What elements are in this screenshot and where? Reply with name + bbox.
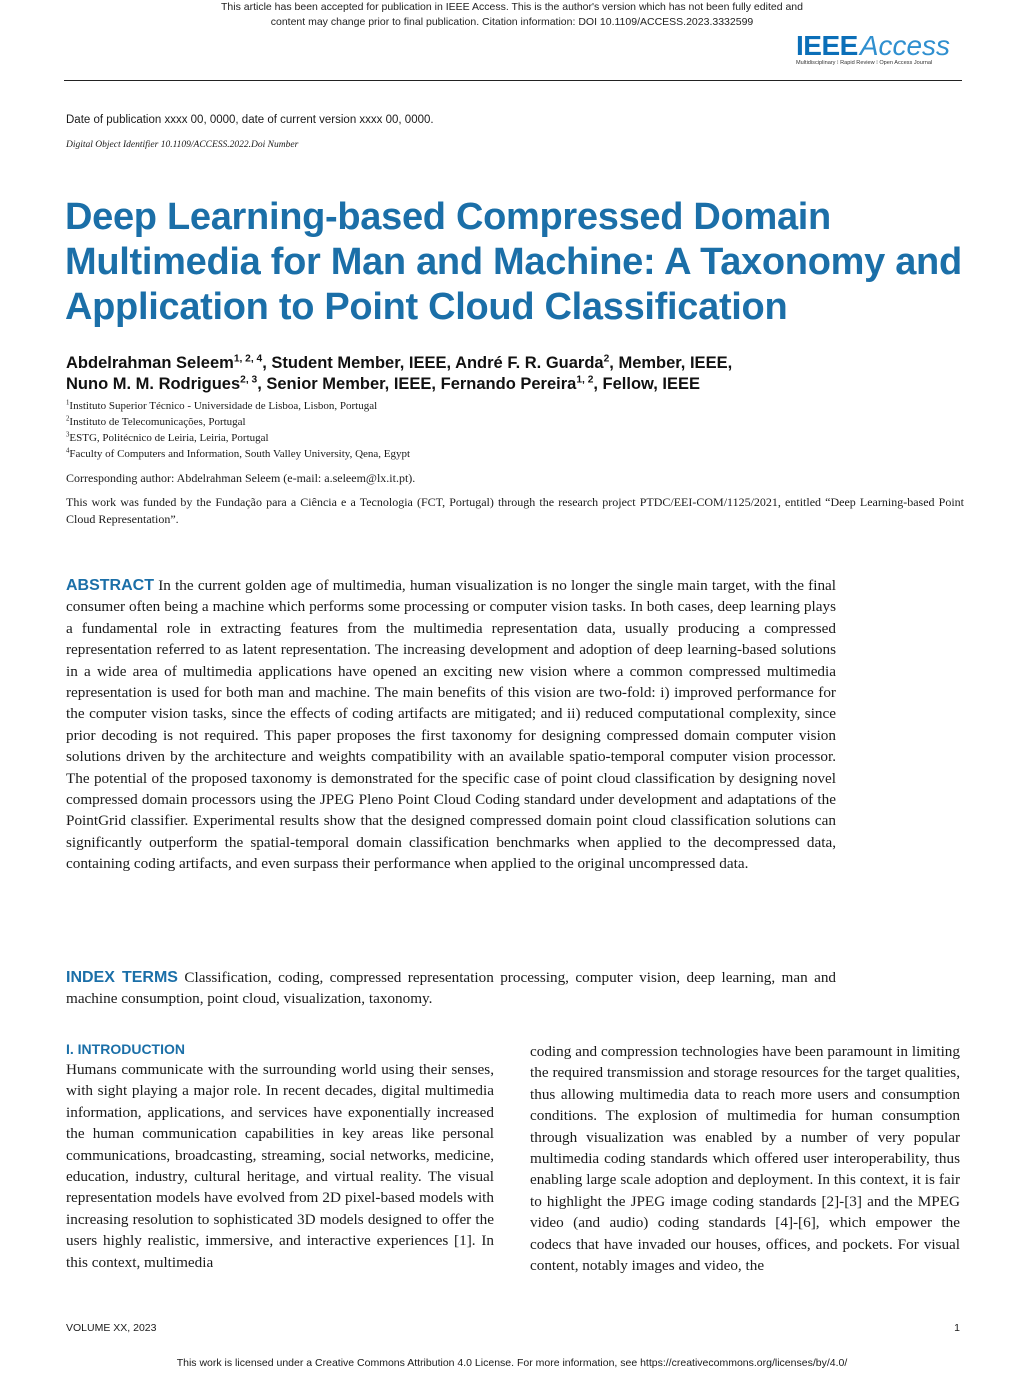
footer-volume: VOLUME XX, 2023: [66, 1322, 157, 1334]
logo-tagline: Multidisciplinary ⁞ Rapid Review ⁞ Open Access Journal: [796, 60, 933, 66]
intro-left-column: Humans communicate with the surrounding world using their senses, with sight playing a major role. In recent decades, digital multimedia information, applications, and services have exponentially increased the human communication capabilities in key areas like personal communications, broadcasting, streaming, social networks, medicine, education, industry, cultural heritage, and virtual reality. The visual representation models have evolved from 2D pixel-based models with increasing resolution to sophisticated 3D models designed to offer the users highly realistic, immersive, and interactive experiences [1]. In this context, multimedia: [66, 1061, 494, 1271]
paper-title: Deep Learning-based Compressed Domain Multimedia for Man and Machine: A Taxonomy and Application to Point Cloud Classification: [65, 196, 962, 328]
author-name: Nuno M. M. Rodrigues: [66, 375, 241, 393]
affiliation-item: [66, 398, 966, 414]
affiliation-num: 3: [66, 431, 70, 439]
author-role: , Senior Member, IEEE,: [257, 375, 441, 393]
affiliation-text: ESTG, Politécnico de Leiria, Leiria, Portugal: [69, 432, 269, 444]
affiliation-text: Instituto de Telecomunicações, Portugal: [69, 416, 246, 428]
author-role: , Member, IEEE,: [609, 354, 733, 372]
affiliation-item: [66, 430, 966, 446]
author-role: , Fellow, IEEE: [593, 375, 701, 393]
affiliation-text: Faculty of Computers and Information, South Valley University, Qena, Egypt: [69, 448, 411, 460]
license-note: This work is licensed under a Creative Commons Attribution 4.0 License. For more information, see https://creativecommons.org/licenses/by/4.0/: [176, 1357, 848, 1369]
affiliations: [66, 398, 966, 462]
publication-date: Date of publication xxxx 00, 0000, date of current version xxxx 00, 0000.: [66, 114, 434, 126]
author-role: , Student Member, IEEE,: [262, 354, 456, 372]
ieee-access-logo: [796, 30, 958, 74]
affiliation-num: 4: [66, 447, 70, 455]
index-terms-label: INDEX TERMS: [66, 969, 178, 986]
author-affil-sup: 2, 3: [240, 374, 258, 386]
affiliation-item: [66, 414, 966, 430]
index-terms: [66, 967, 836, 1010]
notice-line-2: content may change prior to final publication. Citation information: DOI 10.1109/ACCESS.2023.3332599: [270, 16, 754, 28]
doi-line: Digital Object Identifier 10.1109/ACCESS.2022.Doi Number: [66, 140, 299, 150]
author-name: Fernando Pereira: [440, 375, 577, 393]
footer-page-number: 1: [954, 1322, 960, 1334]
affiliation-num: 2: [66, 415, 70, 423]
section-heading: I. INTRODUCTION: [66, 1041, 185, 1057]
abstract-text: In the current golden age of multimedia, human visualization is no longer the single main target, with the final consumer often being a machine which performs some processing or computer vision tasks. In both cases, deep learning plays a fundamental role in extracting features from the multimedia representation data, usually producing a compressed representation referred to as latent representation. The increasing development and adoption of deep learning-based solutions in a wide area of multimedia applications have opened an exciting new vision where a common compressed multimedia representation is used for both man and machine. The main benefits of this vision are two-fold: i) improved performance for the computer vision tasks, since the effects of coding artifacts are mitigated; and ii) reduced computational complexity, since prior decoding is not required. This paper proposes the first taxonomy for designing compressed domain computer vision solutions driven by the architecture and weights compatibility with an available spatio-temporal computer vision processor. The potential of the proposed taxonomy is demonstrated for the specific case of point cloud classification by designing novel compressed domain processors using the JPEG Pleno Point Cloud Coding standard under development and adaptations of the PointGrid classifier. Experimental results show that the designed compressed domain point cloud classification solutions can significantly outperform the spatial-temporal domain classification benchmarks when applied to the decompressed data, containing coding artifacts, and even surpass their performance when applied to the original uncompressed data.: [66, 577, 837, 873]
notice-line-1: This article has been accepted for publication in IEEE Access. This is the author's version which has not been fully edited and: [221, 1, 803, 13]
header-divider: [64, 80, 962, 81]
author-list: [66, 353, 966, 395]
abstract: [66, 575, 836, 875]
author-affil-sup: 1, 2: [576, 374, 594, 386]
abstract-label: ABSTRACT: [66, 577, 154, 594]
corresponding-author: Corresponding author: Abdelrahman Seleem (e-mail: a.seleem@lx.it.pt).: [66, 471, 416, 485]
logo-ieee-text: IEEE: [796, 30, 858, 61]
affiliation-text: Instituto Superior Técnico - Universidade de Lisboa, Lisbon, Portugal: [69, 400, 378, 412]
author-affil-sup: 2: [603, 353, 610, 365]
author-affil-sup: 1, 2, 4: [233, 353, 263, 365]
affiliation-num: 1: [66, 399, 70, 407]
funding-note: This work was funded by the Fundação para a Ciência e a Tecnologia (FCT, Portugal) through the research project PTDC/EEI-COM/1125/2021, entitled “Deep Learning-based Point Cloud Representation”.: [66, 495, 964, 526]
intro-right-column: coding and compression technologies have been paramount in limiting the required transmission and storage resources for the target qualities, thus allowing multimedia data to reach more users and consumption conditions. The explosion of multimedia for human consumption through visualization was enabled by a number of very popular multimedia coding standards which offered user interoperability, thus enabling large scale adoption and deployment. In this context, it is fair to highlight the JPEG image coding standards [2]-[3] and the MPEG video (and audio) coding standards [4]-[6], which empower the codecs that have invaded our houses, offices, and pockets. For visual content, notably images and video, the: [530, 1043, 960, 1275]
author-name: Abdelrahman Seleem: [66, 354, 234, 372]
affiliation-item: [66, 446, 966, 462]
logo-access-text: Access: [859, 30, 951, 61]
author-name: André F. R. Guarda: [455, 354, 604, 372]
index-terms-text: Classification, coding, compressed representation processing, computer vision, deep learning, man and machine consumption, point cloud, visualization, taxonomy.: [66, 969, 837, 1008]
publication-notice: [0, 0, 1024, 30]
